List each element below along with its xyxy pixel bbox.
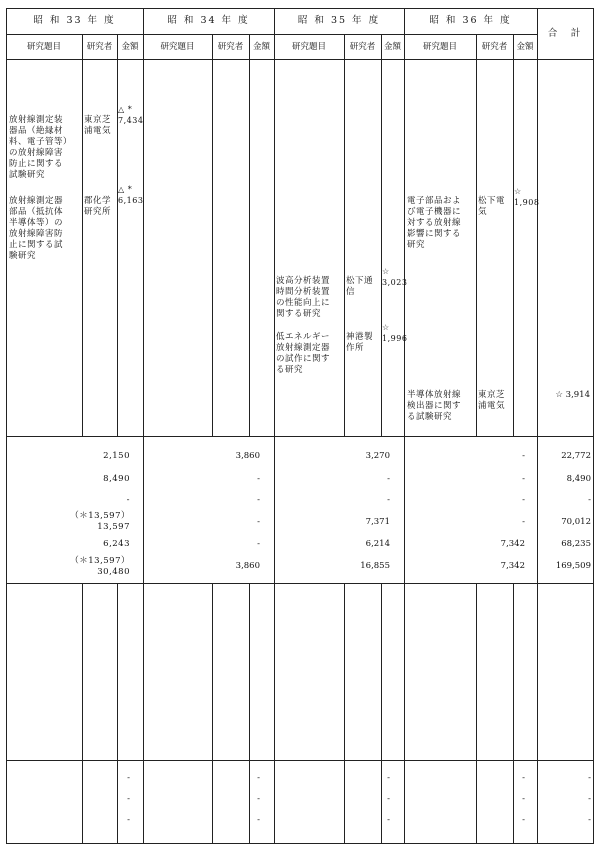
research-amount: ☆ 1,996: [382, 323, 408, 343]
research-amount: ☆ 3,023: [382, 267, 408, 287]
summary-y34: 3,860: [235, 561, 260, 571]
summary-total: 8,490: [566, 474, 591, 484]
rule-top: [6, 8, 593, 9]
summary-y34: -: [257, 495, 260, 505]
rule-left: [6, 8, 7, 844]
subheader-researcher: 研究者: [481, 42, 508, 52]
summary-y33: 6,243: [103, 539, 130, 549]
rule-header-mid: [6, 34, 537, 35]
research-topic: 半導体放射線 検出器に関す る試験研究: [407, 390, 462, 422]
rule-group-1: [143, 8, 144, 844]
summary-y33: 8,490: [103, 474, 130, 484]
header-year-35: 昭 和 35 年 度: [297, 15, 381, 26]
summary-total: -: [588, 495, 591, 505]
summary-y35: -: [387, 474, 390, 484]
rule-bottom: [6, 843, 593, 844]
total-research-amount: ☆ 3,914: [555, 390, 590, 400]
research-topic: 放射線測定器 部品（抵抗体 半導体等）の 放射線障害防 止に関する試 験研究: [9, 196, 64, 261]
rule-sub: [476, 34, 477, 436]
summary-total: 68,235: [561, 539, 591, 549]
subheader-topic: 研究題目: [26, 42, 61, 52]
rule-lower-top: [6, 760, 593, 761]
summary-y35: -: [387, 495, 390, 505]
rule-summary-bottom: [6, 583, 593, 584]
summary-y33: -: [126, 495, 130, 505]
summary-y36: -: [522, 451, 525, 461]
bottom-y35: -: [387, 773, 390, 783]
summary-y36: -: [522, 495, 525, 505]
researcher-name: 松下電 気: [478, 196, 506, 217]
bottom-y36: -: [522, 773, 525, 783]
rule-right: [593, 8, 594, 844]
research-topic: 低エネルギー 放射線測定器 の試作に関す る研究: [276, 332, 331, 375]
summary-y33: （＊13,597） 13,597: [70, 511, 130, 532]
researcher-name: 松下通 信: [346, 276, 374, 297]
bottom-total: -: [588, 773, 591, 783]
rule-sub: [249, 34, 250, 436]
summary-y36: -: [522, 474, 525, 484]
rule-group-3: [404, 8, 405, 844]
subheader-researcher: 研究者: [86, 42, 113, 52]
bottom-total: -: [588, 815, 591, 825]
bottom-y35: -: [387, 794, 390, 804]
summary-y36: -: [522, 517, 525, 527]
research-topic: 放射線測定装 器品（絶縁材 料、電子管等） の放射線障害 防止に関する 試験研究: [9, 115, 73, 180]
rule-sub: [212, 34, 213, 436]
bottom-y34: -: [257, 815, 260, 825]
researcher-name: 神港製 作所: [346, 332, 374, 353]
header-year-34: 昭 和 34 年 度: [167, 15, 250, 26]
summary-y34: -: [257, 474, 260, 484]
research-amount: △ * 6,163: [118, 185, 144, 205]
summary-y33: 2,150: [103, 451, 130, 461]
summary-y34: -: [257, 517, 260, 527]
summary-y35: 16,855: [360, 561, 390, 571]
summary-total: 70,012: [561, 517, 591, 527]
subheader-topic: 研究題目: [422, 42, 457, 52]
header-total: 合 計: [547, 28, 583, 39]
bottom-y36: -: [522, 815, 525, 825]
subheader-amount: 金額: [121, 42, 139, 52]
subheader-amount: 金額: [252, 42, 270, 52]
bottom-y34: -: [257, 773, 260, 783]
researcher-name: 郡化学 研究所: [84, 196, 112, 217]
bottom-y33: -: [127, 815, 130, 825]
bottom-y34: -: [257, 794, 260, 804]
header-year-33: 昭 和 33 年 度: [33, 15, 116, 26]
research-topic: 電子部品およ び電子機器に 対する放射線 影響に関する 研究: [407, 196, 462, 250]
subheader-amount: 金額: [516, 42, 534, 52]
summary-y35: 7,371: [365, 517, 390, 527]
rule-body-bottom: [6, 436, 593, 437]
rule-sub: [381, 34, 382, 436]
bottom-y35: -: [387, 815, 390, 825]
researcher-name: 東京芝 浦電気: [84, 115, 112, 136]
rule-group-4: [537, 8, 538, 844]
summary-y34: -: [257, 539, 260, 549]
summary-y33: （＊13,597） 30,480: [70, 556, 130, 577]
rule-sub: [82, 34, 83, 436]
summary-y34: 3,860: [235, 451, 260, 461]
research-topic: 波高分析装置 時間分析装置 の性能向上に 関する研究: [276, 276, 331, 319]
bottom-y33: -: [127, 773, 130, 783]
research-amount: ☆ 1,908: [514, 187, 540, 207]
summary-y35: 3,270: [365, 451, 390, 461]
subheader-researcher: 研究者: [349, 42, 376, 52]
summary-total: 22,772: [561, 451, 591, 461]
bottom-y33: -: [127, 794, 130, 804]
researcher-name: 東京芝 浦電気: [478, 390, 506, 411]
rule-sub: [513, 34, 514, 436]
rule-group-2: [274, 8, 275, 844]
bottom-total: -: [588, 794, 591, 804]
summary-y36: 7,342: [500, 539, 525, 549]
rule-header-bottom: [6, 59, 593, 60]
subheader-amount: 金額: [383, 42, 401, 52]
summary-total: 169,509: [555, 561, 591, 571]
summary-y35: 6,214: [365, 539, 390, 549]
subheader-topic: 研究題目: [160, 42, 195, 52]
rule-sub: [344, 34, 345, 436]
rule-sub: [117, 34, 118, 436]
subheader-researcher: 研究者: [217, 42, 244, 52]
bottom-y36: -: [522, 794, 525, 804]
research-amount: △ * 7,434: [118, 105, 144, 125]
summary-y36: 7,342: [500, 561, 525, 571]
header-year-36: 昭 和 36 年 度: [429, 15, 512, 26]
subheader-topic: 研究題目: [291, 42, 326, 52]
